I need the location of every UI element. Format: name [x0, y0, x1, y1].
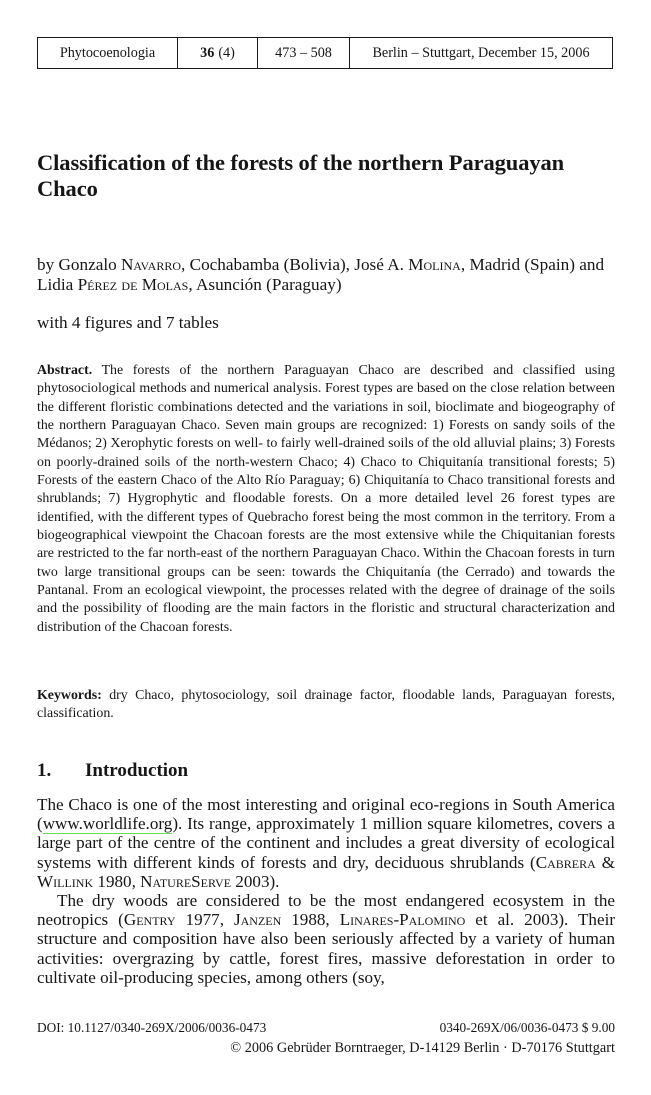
- author-surname: Pérez de Molas: [77, 275, 189, 294]
- text: 2003).: [231, 871, 280, 891]
- citation-author: NatureServe: [140, 871, 232, 891]
- author-surname: Navarro: [121, 255, 182, 274]
- author-line: [37, 255, 617, 295]
- volume-issue: [178, 38, 258, 68]
- text: The dry woods are considered to be the most endangered ecosystem in the neotropics (: [37, 891, 615, 930]
- author-affiliation: , Asunción (Paraguay): [188, 275, 342, 294]
- text: 1980,: [93, 871, 141, 891]
- author-prefix: by Gonzalo: [37, 255, 122, 274]
- copyright: © 2006 Gebrüder Borntraeger, D-14129 Berlin · D-70176 Stuttgart: [230, 1040, 615, 1056]
- section-number: 1.: [37, 760, 52, 781]
- author-affiliation: , Madrid (Spain) and Lidia: [37, 255, 605, 294]
- paragraph: [37, 891, 615, 987]
- text: et al. 2003). Their structure and composition have also been seriously affected by a variety of human activities: overgrazing by cattle, forest fires, massive deforestation in order to cultivate oil-producing species, among others (soy,: [37, 910, 616, 987]
- keywords: [37, 687, 615, 724]
- citation-author: Cabrera: [535, 852, 596, 872]
- journal-header-table: [37, 37, 613, 69]
- abstract: [37, 362, 615, 637]
- text: 1977,: [175, 910, 234, 930]
- text: &: [595, 852, 615, 872]
- text: 1988,: [281, 910, 340, 930]
- section-title: Introduction: [85, 760, 189, 781]
- worldlife-link[interactable]: www.worldlife.org: [42, 814, 173, 834]
- abstract-text: The forests of the northern Paraguayan Chaco are described and classified using phytosociological methods and numerical analysis. Forest types are based on the close relation between the different floristic combinations detected and the variations in soil, bioclimate and biogeography of the northern Paraguayan Chaco. Seven main groups are recognized: 1) Forests on sandy soils of the Médanos; 2) Xerophytic forests on well- to fairly well-drained soils of the old alluvial plains; 3) Forests on poorly-drained soils of the north-western Chaco; 4) Chaco to Chiquitanía transitional forests; 5) Forests of the eastern Chaco of the Alto Río Paraguay; 6) Chiquitanía to Chaco transitional forests and shrublands; 7) Hygrophytic and floodable forests. On a more detailed level 26 forest types are identified, with the different types of Quebracho forest being the most common in the territory. From a biogeographical viewpoint the Chacoan forests are the most extensive while the Chiquitanian forests are restricted to the far north-east of the northern Paraguayan Chaco. Within the Chacoan forests in turn two large transitional groups can be seen: towards the Chiquitanía (the Cerrado) and towards the Pantanal. From an ecological viewpoint, the processes related with the degree of drainage of the soils and the possibility of flooding are the main factors in the floristic and structural characterization and distribution of the Chacoan forests.: [37, 363, 615, 635]
- paragraph: [37, 795, 615, 891]
- author-affiliation: , Cochabamba (Bolivia), José A.: [181, 255, 409, 274]
- introduction-body: [37, 795, 615, 987]
- abstract-label: Abstract.: [37, 363, 93, 378]
- text: The Chaco is one of the most interesting and original eco-regions in South America (: [37, 795, 615, 834]
- issue: (4): [218, 44, 235, 61]
- volume: 36: [200, 44, 215, 61]
- text: ). Its range, approximately 1 million square kilometres, covers a large part of the centre of the continent and includes a great diversity of ecological systems with different kinds of forests and dry, deciduous shrublands (: [37, 814, 615, 872]
- keywords-text: dry Chaco, phytosociology, soil drainage factor, floodable lands, Paraguayan forests, classification.: [37, 688, 615, 722]
- keywords-label: Keywords:: [37, 688, 102, 703]
- page-range: 473 – 508: [258, 38, 350, 68]
- section-heading: [37, 760, 188, 782]
- citation-author: Willink: [37, 871, 94, 891]
- issn-price: 0340-269X/06/0036-0473 $ 9.00: [439, 1020, 615, 1035]
- place-date: Berlin – Stuttgart, December 15, 2006: [372, 44, 590, 61]
- figures-tables-note: with 4 figures and 7 tables: [37, 313, 219, 332]
- citation-author: Gentry: [123, 910, 176, 930]
- paper-title: Classification of the forests of the northern Paraguayan Chaco: [37, 150, 565, 201]
- journal-name: Phytocoenologia: [38, 38, 178, 68]
- citation-author: Linares-Palomino: [339, 910, 466, 930]
- author-surname: Molina: [408, 255, 461, 274]
- doi: DOI: 10.1127/0340-269X/2006/0036-0473: [37, 1020, 267, 1035]
- citation-author: Janzen: [233, 910, 282, 930]
